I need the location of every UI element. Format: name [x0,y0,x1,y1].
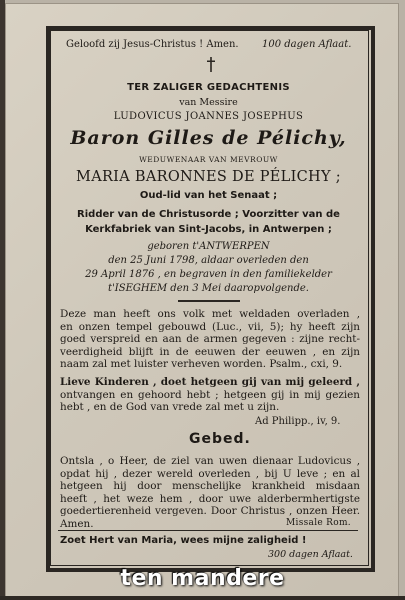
children-paragraph [60,376,360,414]
children-line: Lieve Kinderen , doet hetgeen gij van mij geleerd , [60,376,360,388]
scripture-line: en onzen tempel gebouwd (Luc., vii, 5); hy heeft zijn [60,320,360,333]
deceased-name: Baron Gilles de Pélichy, [70,127,347,149]
prayer-line: hetgeen hij door menschelijke krankheid misdaan [60,480,360,493]
latin-cross-icon [206,57,216,72]
prayer-line: Amen. [60,517,94,530]
philipp-source: Ad Philipp., iv, 9. [255,416,341,427]
given-names: LUDOVICUS JOANNES JOSEPHUS [113,111,304,122]
footer-divider [58,530,358,531]
header-indulgence: 100 dagen Aflaat. [262,39,352,50]
missale-source: Missale Rom. [286,518,351,528]
birth-place: geboren t'ANTWERPEN [147,241,270,252]
header-prayer: Geloofd zij Jesus-Christus ! Amen. [66,39,239,50]
card-bottom-edge [0,596,405,600]
scripture-line: goed verspreid en aan de armen gegeven : zijne recht- [60,333,360,346]
prayer-line: heeft , het weze hem , door uwe alderbermhertigste [60,492,360,505]
role-order: Ridder van de Christusorde ; Voorzitter van de [77,209,340,220]
prayer-heading: Gebed. [189,431,251,447]
prayer-line: Ontsla , o Heer, de ziel van uwen dienaar Ludovicus , [60,455,360,467]
van-messire: van Messire [179,97,238,108]
burial-line: 29 April 1876 , en begraven in den familiekelder [85,269,332,280]
role-senate: Oud-lid van het Senaat ; [139,190,278,201]
memorial-heading: TER ZALIGER GEDACHTENIS [127,82,290,93]
scripture-line: Deze man heeft ons volk met weldaden overladen , [60,308,360,320]
scripture-line: veerdigheid blijft in de eeuwen der eeuwen , en zijn [60,345,360,358]
divider [178,300,240,302]
widower-of: WEDUWENAAR VAN MEVROUW [139,155,278,164]
children-line: hebt , en de God van vrede zal met u zijn. [60,401,280,414]
watermark: ten mandere [120,566,285,591]
scripture-paragraph [60,308,360,371]
prayer-line: goedertierenheid vergeven. Door Christus , onzen Heer. [60,505,360,518]
scripture-line: naam zal met luister verheven worden. Psalm., cxi, 9. [60,358,343,371]
children-line: ontvangen en gehoord hebt ; hetgeen gij in mij gezien [60,388,360,401]
birth-death-dates: den 25 Juni 1798, aldaar overleden den [108,255,309,266]
prayer-line: opdat hij , dezer wereld overleden , bij U leve ; en al [60,467,360,480]
footer-indulgence: 300 dagen Aflaat. [268,549,353,560]
burial-date: t'ISEGHEM den 3 Mei daaropvolgende. [108,283,309,294]
wife-name: MARIA BARONNES DE PÉLICHY ; [76,169,341,185]
role-church: Kerkfabriek van Sint-Jacobs, in Antwerpen ; [85,224,332,235]
footer-invocation: Zoet Hert van Maria, wees mijne zaligheid ! [60,535,307,546]
